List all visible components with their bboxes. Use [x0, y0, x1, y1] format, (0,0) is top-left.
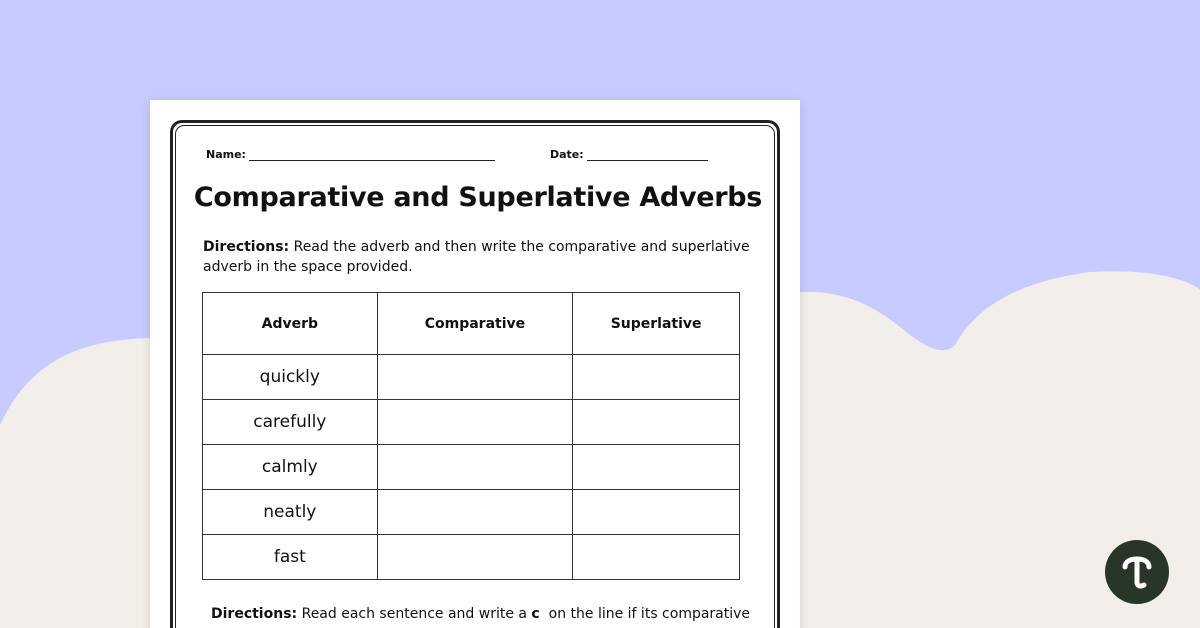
- teach-starter-logo-icon[interactable]: [1105, 540, 1169, 604]
- date-field: [550, 148, 708, 161]
- directions-1: [203, 237, 763, 277]
- comparative-answer-cell[interactable]: [377, 445, 573, 490]
- comparative-answer-cell[interactable]: [377, 355, 573, 400]
- table-row: [203, 535, 740, 580]
- superlative-answer-cell[interactable]: [573, 355, 740, 400]
- directions-2-text-before: Read each sentence and write a: [297, 606, 532, 622]
- table-row: [203, 400, 740, 445]
- table-row: [203, 445, 740, 490]
- directions-2-letter: c: [531, 606, 540, 622]
- header-comparative: Comparative: [377, 293, 573, 355]
- date-line[interactable]: [587, 150, 708, 161]
- worksheet-title: Comparative and Superlative Adverbs: [193, 182, 763, 213]
- table-row: [203, 490, 740, 535]
- table-header-row: [203, 293, 740, 355]
- adverb-cell: carefully: [203, 400, 378, 445]
- header-adverb: Adverb: [203, 293, 378, 355]
- adverbs-table: [202, 292, 740, 580]
- adverb-cell: quickly: [203, 355, 378, 400]
- adverb-cell: neatly: [203, 490, 378, 535]
- adverb-cell: fast: [203, 535, 378, 580]
- comparative-answer-cell[interactable]: [377, 490, 573, 535]
- date-label: Date:: [550, 148, 584, 161]
- superlative-answer-cell[interactable]: [573, 535, 740, 580]
- logo-glyph-icon: [1105, 540, 1169, 604]
- directions-1-text: Read the adverb and then write the comparative and superlative adverb in the space provided.: [203, 239, 750, 275]
- header-superlative: Superlative: [573, 293, 740, 355]
- name-label: Name:: [206, 148, 246, 161]
- directions-2: [211, 604, 771, 624]
- superlative-answer-cell[interactable]: [573, 445, 740, 490]
- adverb-cell: calmly: [203, 445, 378, 490]
- name-field: [206, 148, 495, 161]
- table-row: [203, 355, 740, 400]
- directions-1-label: Directions:: [203, 239, 290, 255]
- superlative-answer-cell[interactable]: [573, 490, 740, 535]
- comparative-answer-cell[interactable]: [377, 400, 573, 445]
- directions-2-text-after: on the line if its comparative: [539, 606, 751, 622]
- directions-2-label: Directions:: [211, 606, 298, 622]
- superlative-answer-cell[interactable]: [573, 400, 740, 445]
- name-line[interactable]: [249, 150, 495, 161]
- comparative-answer-cell[interactable]: [377, 535, 573, 580]
